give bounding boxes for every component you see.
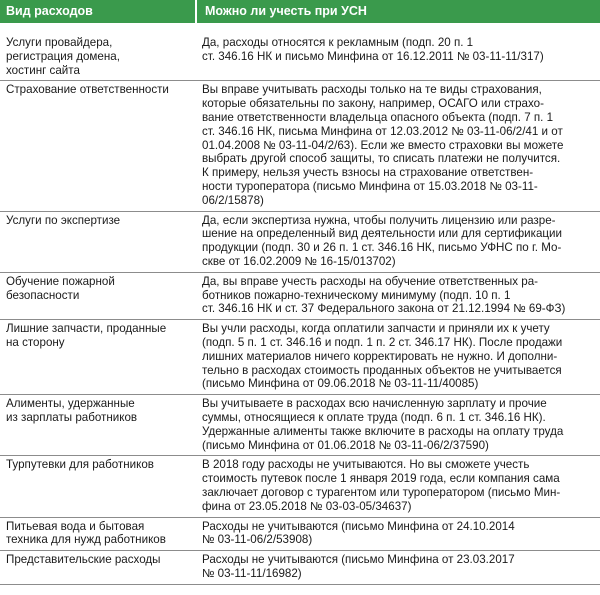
- table-row: [0, 517, 600, 551]
- table-row: [0, 320, 600, 395]
- answer-cell: [196, 272, 600, 319]
- answer-text: В 2018 году расходы не учитываются. Но вы сможете учесть стоимость путевок после 1 января 2019 года, если компания сама заключает договор с турагентом или туроператором (письмо Мин- фина от 23.05.2018 № 03-03-05/34637): [202, 458, 561, 513]
- answer-text: Да, если экспертиза нужна, чтобы получить лицензию или разре- шение на определенный вид деятельности или для сертификации продукции (подп. 30 и 26 п. 1 ст. 346.16 НК, письмо УФНС по г. Мо- скве от 16.02.2009 № 16-15/013702): [202, 213, 562, 268]
- expense-type-cell: [0, 23, 196, 81]
- expense-type-cell: [0, 320, 196, 395]
- table-row: [0, 23, 600, 81]
- answer-cell: [196, 23, 600, 81]
- table-row: [0, 456, 600, 517]
- expense-type-text: Услуги провайдера, регистрация домена, хостинг сайта: [6, 36, 120, 77]
- expense-type-text: Турпутевки для работников: [6, 458, 154, 472]
- header-usn-accounting: Можно ли учесть при УСН: [196, 0, 600, 23]
- expense-type-text: Страхование ответственности: [6, 83, 169, 97]
- expense-type-cell: [0, 517, 196, 551]
- expense-type-cell: [0, 272, 196, 319]
- expense-type-cell: [0, 81, 196, 211]
- expense-type-cell: [0, 395, 196, 456]
- answer-text: Вы вправе учитывать расходы только на те виды страхования, которые обязательны по закону, например, ОСАГО или страхо- вание ответственности владельца опасного объекта (подп. 7 п. 1 ст. 346.16 НК, письма Минфина от 12.03.2012 № 03-11-06/2/41 и от 01.04.2008 № 03-11-04/2/63). Если же вместо страховки вы можете выбрать другой способ защиты, то списать платежи не получится. К примеру, нельзя учесть взносы на страхование ответствен- ности туроператора (письмо Минфина от 15.03.2018 № 03-11- 06/2/15878): [202, 83, 564, 207]
- expense-type-cell: [0, 551, 196, 585]
- table-row: [0, 395, 600, 456]
- table-row: [0, 81, 600, 211]
- table-header: [0, 0, 600, 23]
- answer-cell: [196, 517, 600, 551]
- expense-type-text: Алименты, удержанные из зарплаты работников: [6, 397, 138, 424]
- answer-text: Да, расходы относятся к рекламным (подп. 20 п. 1 ст. 346.16 НК и письмо Минфина от 16.12.2011 № 03-11-11/317): [202, 36, 544, 63]
- answer-text: Да, вы вправе учесть расходы на обучение ответственных ра- ботников пожарно-техническому минимуму (подп. 10 п. 1 ст. 346.16 НК и ст. 37 Федерального закона от 21.12.1994 № 69-ФЗ): [202, 274, 566, 316]
- answer-text: Расходы не учитываются (письмо Минфина от 23.03.2017 № 03-11-11/16982): [202, 553, 515, 580]
- expense-type-cell: [0, 456, 196, 517]
- table-row: [0, 272, 600, 319]
- answer-cell: [196, 456, 600, 517]
- header-row: [0, 0, 600, 23]
- answer-cell: [196, 81, 600, 211]
- answer-text: Вы учли расходы, когда оплатили запчасти и приняли их к учету (подп. 5 п. 1 ст. 346.16 и подп. 1 п. 2 ст. 346.17 НК). После продажи лишних материалов ничего корректировать не нужно. И дополни- тельно в расходах стоимость проданных объектов не учитывается (письмо Минфина от 09.06.2018 № 03-11-11/40085): [202, 322, 563, 391]
- table-row: [0, 551, 600, 585]
- answer-cell: [196, 320, 600, 395]
- answer-cell: [196, 395, 600, 456]
- expense-type-text: Обучение пожарной безопасности: [6, 274, 115, 302]
- expense-type-text: Услуги по экспертизе: [6, 213, 121, 227]
- answer-text: Вы учитываете в расходах всю начисленную зарплату и прочие суммы, относящиеся к оплате труда (подп. 6 п. 1 ст. 346.16 НК). Удержанные алименты также включите в расходы на оплату труда (письмо Минфина от 01.06.2018 № 03-11-06/2/37590): [202, 397, 564, 452]
- table-row: [0, 211, 600, 272]
- answer-cell: [196, 551, 600, 585]
- expense-type-text: Питьевая вода и бытовая техника для нужд работников: [6, 519, 166, 547]
- expense-type-cell: [0, 211, 196, 272]
- table-body: [0, 23, 600, 584]
- expense-type-text: Представительские расходы: [6, 553, 161, 567]
- expense-type-text: Лишние запчасти, проданные на сторону: [6, 322, 167, 349]
- answer-text: Расходы не учитываются (письмо Минфина от 24.10.2014 № 03-11-06/2/53908): [202, 519, 515, 547]
- answer-cell: [196, 211, 600, 272]
- header-expense-type: Вид расходов: [0, 0, 196, 23]
